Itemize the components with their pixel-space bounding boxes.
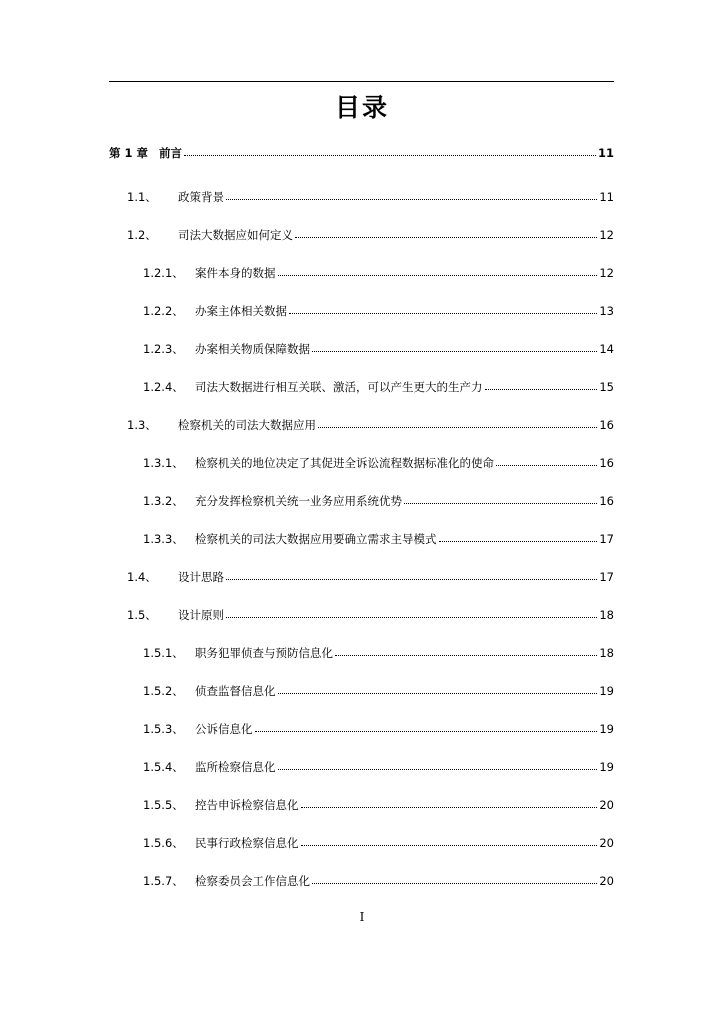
toc-dot-leader <box>335 651 597 656</box>
toc-entry[interactable] <box>109 144 614 162</box>
toc-dot-leader <box>496 461 597 466</box>
toc-entry[interactable] <box>127 226 614 244</box>
toc-entry-title: 充分发挥检察机关统一业务应用系统优势 <box>195 494 402 508</box>
toc-entry-page: 11 <box>599 190 614 204</box>
toc-entry[interactable] <box>143 264 614 282</box>
toc-entry[interactable] <box>143 302 614 320</box>
toc-entry[interactable] <box>143 872 614 890</box>
toc-entry-number: 第 1 章 <box>109 146 149 160</box>
toc-entry-number: 1.3.1、 <box>143 456 184 470</box>
toc-entry[interactable] <box>143 454 614 472</box>
toc-entry-title: 民事行政检察信息化 <box>195 836 299 850</box>
toc-entry-number: 1.5.3、 <box>143 722 184 736</box>
toc-entry-number: 1.2、 <box>127 228 157 242</box>
toc-dot-leader <box>226 613 597 618</box>
toc-entry-title: 政策背景 <box>178 190 224 204</box>
toc-entry-title: 职务犯罪侦查与预防信息化 <box>195 646 333 660</box>
toc-dot-leader <box>439 537 598 542</box>
toc-entry-page: 20 <box>599 798 614 812</box>
toc-entry-title: 侦查监督信息化 <box>195 684 276 698</box>
toc-entry-page: 19 <box>599 760 614 774</box>
toc-entry-page: 20 <box>599 874 614 888</box>
toc-entry-title: 公诉信息化 <box>195 722 253 736</box>
toc-entry-page: 16 <box>599 494 614 508</box>
toc-entry-title: 案件本身的数据 <box>195 266 276 280</box>
toc-dot-leader <box>295 233 597 238</box>
toc-entry-page: 17 <box>599 532 614 546</box>
toc-dot-leader <box>312 347 597 352</box>
toc-dot-leader <box>255 727 598 732</box>
toc-entry-number: 1.2.4、 <box>143 380 184 394</box>
toc-entry-title: 办案主体相关数据 <box>195 304 287 318</box>
toc-entry-page: 17 <box>599 570 614 584</box>
toc-entry-title: 前言 <box>159 146 182 160</box>
toc-entry[interactable] <box>143 758 614 776</box>
toc-entry-number: 1.1、 <box>127 190 157 204</box>
toc-entry[interactable] <box>143 378 614 396</box>
toc-entry-page: 18 <box>599 608 614 622</box>
page-number: I <box>359 910 365 924</box>
toc-entry-page: 16 <box>599 456 614 470</box>
toc-dot-leader <box>278 689 598 694</box>
toc-entry[interactable] <box>143 530 614 548</box>
toc-dot-leader <box>289 309 597 314</box>
toc-entry-page: 19 <box>599 722 614 736</box>
toc-entry-number: 1.2.3、 <box>143 342 184 356</box>
toc-entry-page: 16 <box>599 418 614 432</box>
toc-dot-leader <box>226 575 597 580</box>
toc-entry-title: 监所检察信息化 <box>195 760 276 774</box>
toc-entry-title: 控告申诉检察信息化 <box>195 798 299 812</box>
toc-entry-number: 1.5、 <box>127 608 157 622</box>
toc-entry-number: 1.2.2、 <box>143 304 184 318</box>
toc-entry-number: 1.5.5、 <box>143 798 184 812</box>
toc-entry[interactable] <box>127 568 614 586</box>
toc-dot-leader <box>301 841 598 846</box>
toc-entry[interactable] <box>127 416 614 434</box>
toc-entry-page: 19 <box>599 684 614 698</box>
toc-entry-number: 1.3.3、 <box>143 532 184 546</box>
toc-dot-leader <box>226 195 597 200</box>
toc-entry-number: 1.5.4、 <box>143 760 184 774</box>
toc-entry-page: 20 <box>599 836 614 850</box>
toc-entry-number: 1.5.7、 <box>143 874 184 888</box>
toc-entry[interactable] <box>143 644 614 662</box>
toc-entry-title: 检察机关的司法大数据应用 <box>178 418 316 432</box>
toc-entry[interactable] <box>127 606 614 624</box>
toc-dot-leader <box>278 765 598 770</box>
toc-entry-number: 1.2.1、 <box>143 266 184 280</box>
toc-entry[interactable] <box>143 834 614 852</box>
toc-entry-title: 司法大数据进行相互关联、激活，可以产生更大的生产力 <box>195 380 483 394</box>
toc-entry-title: 检察机关的司法大数据应用要确立需求主导模式 <box>195 532 437 546</box>
page-title: 目录 <box>334 93 389 122</box>
toc-entry[interactable] <box>143 720 614 738</box>
toc-entry-page: 14 <box>599 342 614 356</box>
toc-entry-title: 设计思路 <box>178 570 224 584</box>
toc-entry-page: 15 <box>599 380 614 394</box>
toc-dot-leader <box>301 803 598 808</box>
toc-entry-title: 设计原则 <box>178 608 224 622</box>
toc-dot-leader <box>312 879 597 884</box>
header-rule <box>109 81 614 82</box>
toc-entry[interactable] <box>143 682 614 700</box>
toc-entry-page: 13 <box>599 304 614 318</box>
toc-entry-page: 12 <box>599 228 614 242</box>
toc-entry-number: 1.5.1、 <box>143 646 184 660</box>
toc-entry-title: 检察机关的地位决定了其促进全诉讼流程数据标准化的使命 <box>195 456 494 470</box>
toc-entry-number: 1.5.6、 <box>143 836 184 850</box>
toc-entry-number: 1.3、 <box>127 418 157 432</box>
toc-entry-title: 司法大数据应如何定义 <box>178 228 293 242</box>
toc-entry-page: 12 <box>599 266 614 280</box>
toc-entry[interactable] <box>143 796 614 814</box>
toc-entry-page: 11 <box>597 146 614 160</box>
toc-entry-number: 1.3.2、 <box>143 494 184 508</box>
toc-entry[interactable] <box>127 188 614 206</box>
toc-entry[interactable] <box>143 340 614 358</box>
toc-dot-leader <box>184 151 596 156</box>
toc-dot-leader <box>318 423 597 428</box>
toc-dot-leader <box>278 271 598 276</box>
toc-dot-leader <box>485 385 598 390</box>
toc-entry-title: 检察委员会工作信息化 <box>195 874 310 888</box>
toc-entry-number: 1.4、 <box>127 570 157 584</box>
toc-entry-page: 18 <box>599 646 614 660</box>
toc-entry-title: 办案相关物质保障数据 <box>195 342 310 356</box>
toc-dot-leader <box>404 499 597 504</box>
toc-entry-number: 1.5.2、 <box>143 684 184 698</box>
toc-entry[interactable] <box>143 492 614 510</box>
